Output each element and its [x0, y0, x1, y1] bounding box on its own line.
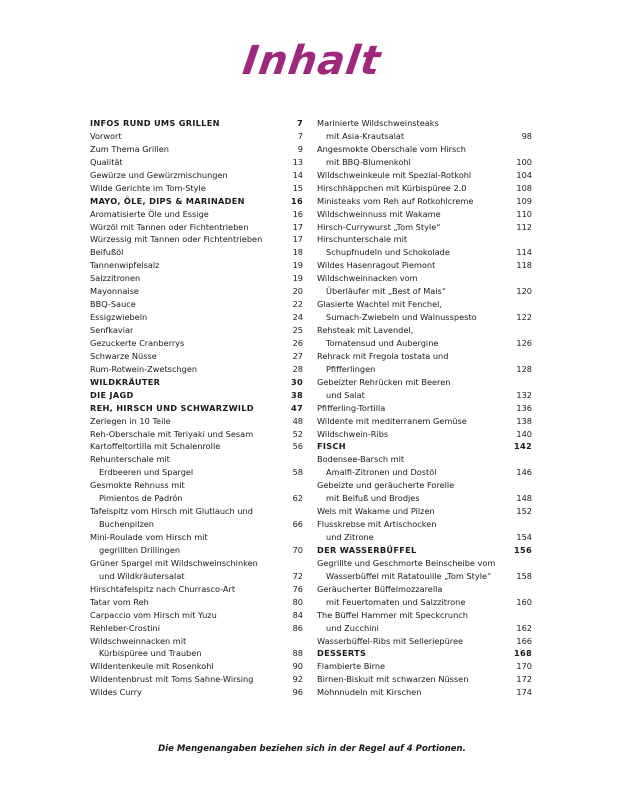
toc-entry-page: 17 — [292, 221, 303, 232]
toc-entry-title: Wildes Curry — [90, 687, 142, 698]
toc-entry-page: 138 — [516, 415, 532, 426]
toc-entry-page: 14 — [292, 169, 303, 180]
toc-entry-page: 154 — [516, 532, 532, 542]
toc-entry-page: 27 — [292, 350, 303, 361]
toc-entry-page: 174 — [516, 687, 532, 698]
toc-entry-page: 146 — [516, 467, 532, 478]
toc-entry[interactable] — [317, 583, 532, 596]
toc-entry-title: Schwarze Nüsse — [90, 350, 157, 361]
toc-entry[interactable] — [317, 117, 532, 130]
toc-entry-page: 70 — [292, 544, 303, 555]
toc-entry[interactable] — [317, 350, 532, 363]
toc-entry-title: Rehrack mit Fregola tostata und — [317, 350, 449, 361]
toc-left-column — [90, 117, 303, 699]
toc-entry-page: 98 — [521, 130, 532, 141]
toc-entry[interactable] — [317, 259, 532, 272]
toc-entry-title: Wasserbüffel-Ribs mit Selleriepüree — [317, 635, 464, 646]
toc-entry-page: 92 — [292, 674, 303, 685]
toc-entry-page: 22 — [292, 299, 303, 310]
toc-entry-title: Reh-Oberschale mit Teriyaki und Sesam — [90, 428, 254, 439]
toc-entry[interactable] — [90, 492, 303, 505]
toc-entry-title: Pfifferlingen — [326, 363, 376, 374]
toc-entry-title: Würzöl mit Tannen oder Fichtentrieben — [90, 221, 249, 232]
toc-entry-title: Tafelspitz vom Hirsch mit Glutlauch und — [90, 506, 253, 517]
toc-entry[interactable] — [90, 609, 303, 622]
toc-entry-page: 90 — [292, 661, 303, 672]
toc-entry-page: 140 — [516, 428, 532, 439]
toc-entry-page: 104 — [516, 169, 532, 180]
toc-entry[interactable] — [90, 686, 303, 699]
toc-entry[interactable] — [90, 130, 303, 143]
toc-entry-title: Mini-Roulade vom Hirsch mit — [90, 532, 208, 542]
toc-entry-page: 20 — [292, 286, 303, 297]
toc-entry[interactable] — [317, 246, 532, 259]
toc-entry-title: Glasierte Wachtel mit Fenchel, — [317, 299, 442, 310]
toc-entry-title: Gezuckerte Cranberrys — [90, 337, 185, 348]
toc-entry-page: 100 — [516, 156, 532, 167]
toc-section-heading[interactable] — [90, 389, 303, 402]
toc-entry-title: Birnen-Biskuit mit schwarzen Nüssen — [317, 674, 469, 685]
toc-entry-page: 88 — [292, 648, 303, 659]
toc-entry-title: INFOS RUND UMS GRILLEN — [90, 118, 220, 128]
toc-section-heading[interactable] — [317, 544, 532, 557]
toc-entry-title: Gebeizter Rehrücken mit Beeren — [317, 376, 451, 387]
toc-entry-page: 128 — [516, 363, 532, 374]
toc-entry[interactable] — [317, 622, 532, 635]
toc-entry[interactable] — [317, 479, 532, 492]
toc-entry-page: 62 — [292, 493, 303, 504]
toc-entry[interactable] — [317, 298, 532, 311]
toc-entry[interactable] — [317, 428, 532, 441]
toc-entry[interactable] — [90, 518, 303, 531]
toc-entry[interactable] — [317, 363, 532, 376]
toc-section-heading[interactable] — [90, 402, 303, 415]
toc-entry-title: BBQ-Sauce — [90, 299, 136, 310]
toc-entry-title: Marinierte Wildschweinsteaks — [317, 118, 439, 128]
toc-entry[interactable] — [90, 272, 303, 285]
toc-entry[interactable] — [317, 376, 532, 389]
toc-entry-title: mit BBQ-Blumenkohl — [326, 156, 411, 167]
toc-entry-title: Wilde Gerichte im Tom-Style — [90, 182, 206, 193]
toc-entry[interactable] — [317, 156, 532, 169]
toc-entry-page: 148 — [516, 493, 532, 504]
toc-entry-title: Buchenpilzen — [99, 519, 154, 530]
toc-entry-page: 158 — [516, 570, 532, 581]
toc-entry-page: 30 — [291, 376, 303, 387]
toc-entry-page: 118 — [516, 260, 532, 271]
toc-entry-title: mit Feuertomaten und Salzzitrone — [326, 596, 466, 607]
toc-entry-page: 156 — [514, 544, 532, 555]
toc-entry-title: Kürbispüree und Trauben — [99, 648, 202, 659]
toc-entry-title: Essigzwiebeln — [90, 312, 148, 323]
toc-entry[interactable] — [90, 635, 303, 648]
toc-entry-title: Wasserbüffel mit Ratatouille „Tom Style“ — [326, 570, 492, 581]
toc-entry-page: 7 — [297, 130, 303, 141]
toc-entry-title: Hirschunterschale mit — [317, 234, 408, 245]
toc-section-heading[interactable] — [317, 440, 532, 453]
toc-entry-page: 132 — [516, 389, 532, 400]
toc-entry-page: 126 — [516, 337, 532, 348]
toc-entry[interactable] — [90, 337, 303, 350]
toc-right-column — [317, 117, 532, 699]
toc-entry-title: DIE JAGD — [90, 389, 134, 400]
toc-entry[interactable] — [90, 415, 303, 428]
toc-entry-page: 136 — [516, 402, 532, 413]
toc-section-heading[interactable] — [90, 376, 303, 389]
toc-entry[interactable] — [317, 324, 532, 337]
toc-entry-title: Mohnnudeln mit Kirschen — [317, 687, 422, 698]
toc-entry-title: Rehunterschale mit — [90, 454, 170, 465]
toc-entry[interactable] — [90, 544, 303, 557]
toc-entry-title: Wildente mit mediterranem Gemüse — [317, 415, 467, 426]
toc-entry-title: Senfkaviar — [90, 325, 134, 335]
toc-entry[interactable] — [317, 221, 532, 234]
toc-entry-title: Bodensee-Barsch mit — [317, 454, 405, 465]
toc-entry-title: Aromatisierte Öle und Essige — [90, 208, 209, 219]
toc-entry-title: Gebeizte und geräucherte Forelle — [317, 480, 455, 491]
toc-entry-title: Salzzitronen — [90, 273, 141, 284]
toc-entry[interactable] — [90, 208, 303, 221]
toc-entry[interactable] — [317, 531, 532, 544]
toc-entry-page: 114 — [516, 247, 532, 258]
toc-entry[interactable] — [317, 182, 532, 195]
toc-entry-page: 96 — [292, 687, 303, 698]
toc-entry-title: Pimientos de Padrón — [99, 493, 183, 504]
toc-entry[interactable] — [90, 660, 303, 673]
toc-entry-title: Flambierte Birne — [317, 661, 386, 672]
toc-entry[interactable] — [90, 311, 303, 324]
toc-entry-title: Flusskrebse mit Artischocken — [317, 519, 437, 530]
toc-entry-page: 166 — [516, 635, 532, 646]
toc-entry-title: und Zitrone — [326, 532, 374, 542]
toc-entry[interactable] — [90, 570, 303, 583]
toc-entry-page: 160 — [516, 596, 532, 607]
toc-entry[interactable] — [317, 686, 532, 699]
toc-entry-title: Wildschweinnacken mit — [90, 635, 187, 646]
toc-entry-title: Wildschweinkeule mit Spezial-Rotkohl — [317, 169, 472, 180]
toc-entry-page: 26 — [292, 337, 303, 348]
toc-entry[interactable] — [90, 647, 303, 660]
toc-entry[interactable] — [90, 143, 303, 156]
toc-entry[interactable] — [90, 479, 303, 492]
toc-entry[interactable] — [317, 660, 532, 673]
toc-entry[interactable] — [317, 609, 532, 622]
toc-entry-title: Qualität — [90, 156, 123, 167]
toc-entry-title: Kartoffeltortilla mit Schalenrolle — [90, 441, 221, 452]
toc-entry-title: WILDKRÄUTER — [90, 376, 161, 387]
toc-entry-page: 16 — [291, 195, 303, 206]
toc-entry[interactable] — [90, 182, 303, 195]
toc-entry-page: 47 — [291, 402, 303, 413]
toc-entry-title: Mayonnaise — [90, 286, 139, 297]
toc-entry-page: 172 — [516, 674, 532, 685]
toc-entry-page: 58 — [292, 467, 303, 478]
toc-entry-title: Wildschweinnacken vom — [317, 273, 418, 284]
toc-entry-title: Wildentenbrust mit Toms Sahne-Wirsing — [90, 674, 254, 685]
toc-entry[interactable] — [317, 233, 532, 246]
toc-entry[interactable] — [317, 208, 532, 221]
toc-entry[interactable] — [90, 221, 303, 234]
toc-entry-title: und Salat — [326, 389, 365, 400]
toc-entry[interactable] — [317, 389, 532, 402]
toc-entry-page: 142 — [514, 441, 532, 452]
toc-entry[interactable] — [90, 428, 303, 441]
toc-entry-page: 86 — [292, 622, 303, 633]
toc-entry-title: Angesmokte Oberschale vom Hirsch — [317, 143, 466, 154]
toc-entry-page: 24 — [292, 312, 303, 323]
toc-entry-title: mit Beifuß und Brodjes — [326, 493, 420, 504]
toc-entry-page: 48 — [292, 415, 303, 426]
toc-entry[interactable] — [317, 570, 532, 583]
toc-entry-title: Gesmokte Rehnuss mit — [90, 480, 185, 491]
toc-entry-title: Carpaccio vom Hirsch mit Yuzu — [90, 609, 217, 620]
toc-entry-title: Rehleber-Crostini — [90, 622, 161, 633]
toc-entry[interactable] — [317, 130, 532, 143]
toc-entry-title: Wels mit Wakame und Pilzen — [317, 506, 435, 517]
toc-entry[interactable] — [317, 272, 532, 285]
toc-entry[interactable] — [90, 531, 303, 544]
toc-entry-title: Beifußöl — [90, 247, 124, 258]
toc-entry[interactable] — [317, 285, 532, 298]
toc-entry[interactable] — [317, 169, 532, 182]
toc-entry-title: Tatar vom Reh — [90, 596, 149, 607]
toc-entry-title: Wildentenkeule mit Rosenkohl — [90, 661, 214, 672]
toc-entry[interactable] — [90, 350, 303, 363]
toc-entry-page: 76 — [292, 583, 303, 594]
toc-entry[interactable] — [90, 246, 303, 259]
toc-entry[interactable] — [90, 583, 303, 596]
toc-entry-page: 80 — [292, 596, 303, 607]
toc-entry[interactable] — [90, 557, 303, 570]
toc-entry-title: Würzessig mit Tannen oder Fichtentrieben — [90, 234, 263, 245]
toc-entry-page: 52 — [292, 428, 303, 439]
toc-entry-title: Gegrillte und Geschmorte Beinscheibe vom — [317, 557, 496, 568]
toc-entry-title: Amalfi-Zitronen und Dostöl — [326, 467, 437, 478]
toc-section-heading[interactable] — [90, 195, 303, 208]
toc-entry-title: Zum Thema Grillen — [90, 143, 169, 154]
toc-entry-page: 170 — [516, 661, 532, 672]
toc-entry-title: Zerlegen in 10 Teile — [90, 415, 171, 426]
toc-entry-page: 112 — [516, 221, 532, 232]
toc-entry-title: Hirschtafelspitz nach Churrasco-Art — [90, 583, 236, 594]
toc-entry-title: Hirsch-Currywurst „Tom Style“ — [317, 221, 441, 232]
toc-section-heading[interactable] — [317, 647, 532, 660]
toc-entry-title: Erdbeeren und Spargel — [99, 467, 194, 478]
toc-entry[interactable] — [317, 596, 532, 609]
toc-entry[interactable] — [90, 453, 303, 466]
toc-entry-page: 28 — [292, 363, 303, 374]
toc-entry-title: Rum-Rotwein-Zwetschgen — [90, 363, 198, 374]
toc-entry-page: 13 — [292, 156, 303, 167]
toc-entry-title: FISCH — [317, 441, 346, 452]
toc-section-heading[interactable] — [90, 117, 303, 130]
page-title: Inhalt — [239, 38, 385, 84]
toc-entry-title: Vorwort — [90, 130, 122, 141]
toc-entry-page: 162 — [516, 622, 532, 633]
toc-entry-page: 84 — [292, 609, 303, 620]
toc-entry-page: 25 — [292, 325, 303, 335]
toc-entry-page: 152 — [516, 506, 532, 517]
toc-entry-page: 72 — [292, 570, 303, 581]
toc-entry-title: REH, HIRSCH UND SCHWARZWILD — [90, 402, 254, 413]
toc-entry-title: Gewürze und Gewürzmischungen — [90, 169, 228, 180]
toc-entry[interactable] — [90, 298, 303, 311]
toc-entry[interactable] — [317, 453, 532, 466]
toc-entry[interactable] — [90, 505, 303, 518]
toc-entry[interactable] — [90, 169, 303, 182]
toc-entry-page: 66 — [292, 519, 303, 530]
toc-entry-page: 109 — [516, 195, 532, 206]
toc-entry-page: 19 — [292, 273, 303, 284]
toc-entry[interactable] — [90, 324, 303, 337]
toc-entry-title: gegrillten Drillingen — [99, 544, 181, 555]
toc-entry-title: Ministeaks vom Reh auf Rotkohlcreme — [317, 195, 474, 206]
toc-entry-title: Schupfnudeln und Schokolade — [326, 247, 450, 258]
toc-entry-title: Tannenwipfelsalz — [90, 260, 160, 271]
toc-entry-title: MAYO, ÖLE, DIPS & MARINADEN — [90, 195, 245, 206]
toc-entry-title: Tomatensud und Aubergine — [326, 337, 439, 348]
toc-entry[interactable] — [317, 311, 532, 324]
toc-entry-title: mit Asia-Krautsalat — [326, 130, 405, 141]
toc-entry[interactable] — [317, 673, 532, 686]
toc-entry[interactable] — [90, 622, 303, 635]
toc-entry-page: 108 — [516, 182, 532, 193]
toc-entry-title: Wildschweinnuss mit Wakame — [317, 208, 441, 219]
toc-entry-page: 110 — [516, 208, 532, 219]
toc-entry-title: Sumach-Zwiebeln und Walnusspesto — [326, 312, 477, 323]
toc-entry-title: Hirschhäppchen mit Kürbispüree 2.0 — [317, 182, 467, 193]
toc-entry-page: 168 — [514, 648, 532, 659]
toc-entry-title: Überläufer mit „Best of Mais“ — [326, 286, 447, 297]
toc-entry-title: The Büffel Hammer mit Speckcrunch — [317, 609, 468, 620]
toc-entry-title: und Zucchini — [326, 622, 379, 633]
toc-entry[interactable] — [90, 285, 303, 298]
toc-entry[interactable] — [90, 156, 303, 169]
toc-entry-page: 19 — [292, 260, 303, 271]
toc-entry-title: Grüner Spargel mit Wildschweinschinken — [90, 557, 258, 568]
toc-entry[interactable] — [317, 415, 532, 428]
toc-entry[interactable] — [90, 233, 303, 246]
toc-entry[interactable] — [90, 596, 303, 609]
toc-entry-title: Rehsteak mit Lavendel, — [317, 325, 414, 335]
toc-entry[interactable] — [317, 505, 532, 518]
toc-entry-page: 56 — [292, 441, 303, 452]
toc-entry-title: DESSERTS — [317, 648, 367, 659]
toc-entry[interactable] — [90, 363, 303, 376]
toc-entry-page: 38 — [291, 389, 303, 400]
toc-entry[interactable] — [317, 466, 532, 479]
toc-entry[interactable] — [317, 518, 532, 531]
toc-entry[interactable] — [317, 337, 532, 350]
toc-entry[interactable] — [317, 635, 532, 648]
toc-entry[interactable] — [317, 492, 532, 505]
toc-entry-title: DER WASSERBÜFFEL — [317, 544, 417, 555]
toc-entry-page: 9 — [297, 143, 303, 154]
toc-entry[interactable] — [317, 557, 532, 570]
toc-entry-title: Pfifferling-Tortilla — [317, 402, 386, 413]
toc-entry[interactable] — [90, 673, 303, 686]
footer-note: Die Mengenangaben beziehen sich in der Regel auf 4 Portionen. — [158, 744, 466, 754]
toc-entry[interactable] — [317, 402, 532, 415]
toc-entry[interactable] — [90, 466, 303, 479]
toc-entry-title: Geräucherter Büffelmozzarella — [317, 583, 443, 594]
toc-entry-page: 18 — [292, 247, 303, 258]
toc-entry-page: 15 — [292, 182, 303, 193]
toc-entry[interactable] — [90, 259, 303, 272]
toc-entry[interactable] — [317, 143, 532, 156]
toc-entry-page: 7 — [297, 118, 303, 128]
toc-entry-title: Wildschwein-Ribs — [317, 428, 389, 439]
toc-entry-page: 122 — [516, 312, 532, 323]
toc-entry[interactable] — [90, 440, 303, 453]
toc-entry-page: 17 — [292, 234, 303, 245]
toc-entry-page: 16 — [292, 208, 303, 219]
toc-entry[interactable] — [317, 195, 532, 208]
toc-entry-title: und Wildkräutersalat — [99, 570, 185, 581]
toc-entry-page: 120 — [516, 286, 532, 297]
toc-entry-title: Wildes Hasenragout Piemont — [317, 260, 436, 271]
